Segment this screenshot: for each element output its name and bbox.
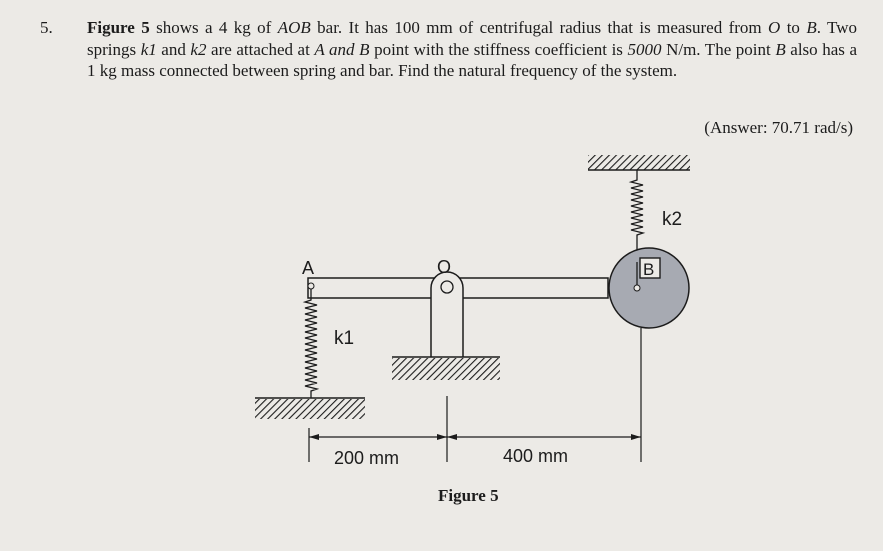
ground-left-hatch [255, 399, 365, 419]
ground-pin-hatch [392, 358, 500, 380]
spring-k1 [305, 289, 317, 398]
question-segment: also has a 1 kg mass connected between spring and bar. Find the natural frequency of the system. [87, 39, 858, 80]
pin-o [441, 281, 453, 293]
label-k2: k2 [662, 209, 683, 230]
label-b: B [643, 260, 655, 279]
question-segment: . Two springs [87, 18, 857, 59]
figure-caption: Figure 5 [438, 486, 499, 505]
arrowhead [447, 434, 457, 440]
point-o-ref: O [768, 18, 781, 37]
question-segment: are attached at [206, 39, 315, 59]
arrowhead [309, 434, 319, 440]
arrowhead [437, 434, 447, 440]
spring-k2-pin [634, 285, 640, 291]
k1-ref: k1 [140, 39, 157, 59]
question-segment: bar. It has 100 mm of centrifugal radius that is measured from [310, 18, 769, 37]
question-segment: and [156, 39, 191, 59]
label-k1: k1 [334, 328, 355, 349]
question-number: 5. [40, 18, 53, 37]
label-o: O [437, 257, 452, 277]
bar-name: AOB [277, 18, 311, 37]
question-segment: to [780, 18, 807, 37]
stiffness-value: 5000 [627, 39, 662, 59]
question-segment: N/m. The point [661, 39, 776, 59]
arrowhead [631, 434, 641, 440]
k2-ref: k2 [190, 39, 207, 59]
a-and-b-ref: A and B [314, 39, 370, 59]
question-segment: shows a 4 kg of [149, 18, 278, 37]
spring-k1-pin [308, 283, 314, 289]
answer-text: (Answer: 70.71 rad/s) [704, 118, 853, 137]
figure-reference: Figure 5 [87, 18, 150, 37]
top-wall-hatch [588, 155, 690, 170]
dimension-200: 200 mm [334, 448, 400, 468]
point-b-ref: B [806, 18, 817, 37]
question-segment: point with the stiffness coefficient is [369, 39, 628, 59]
point-b-ref: B [775, 39, 786, 59]
dimension-400: 400 mm [503, 446, 569, 466]
label-a: A [302, 258, 315, 278]
